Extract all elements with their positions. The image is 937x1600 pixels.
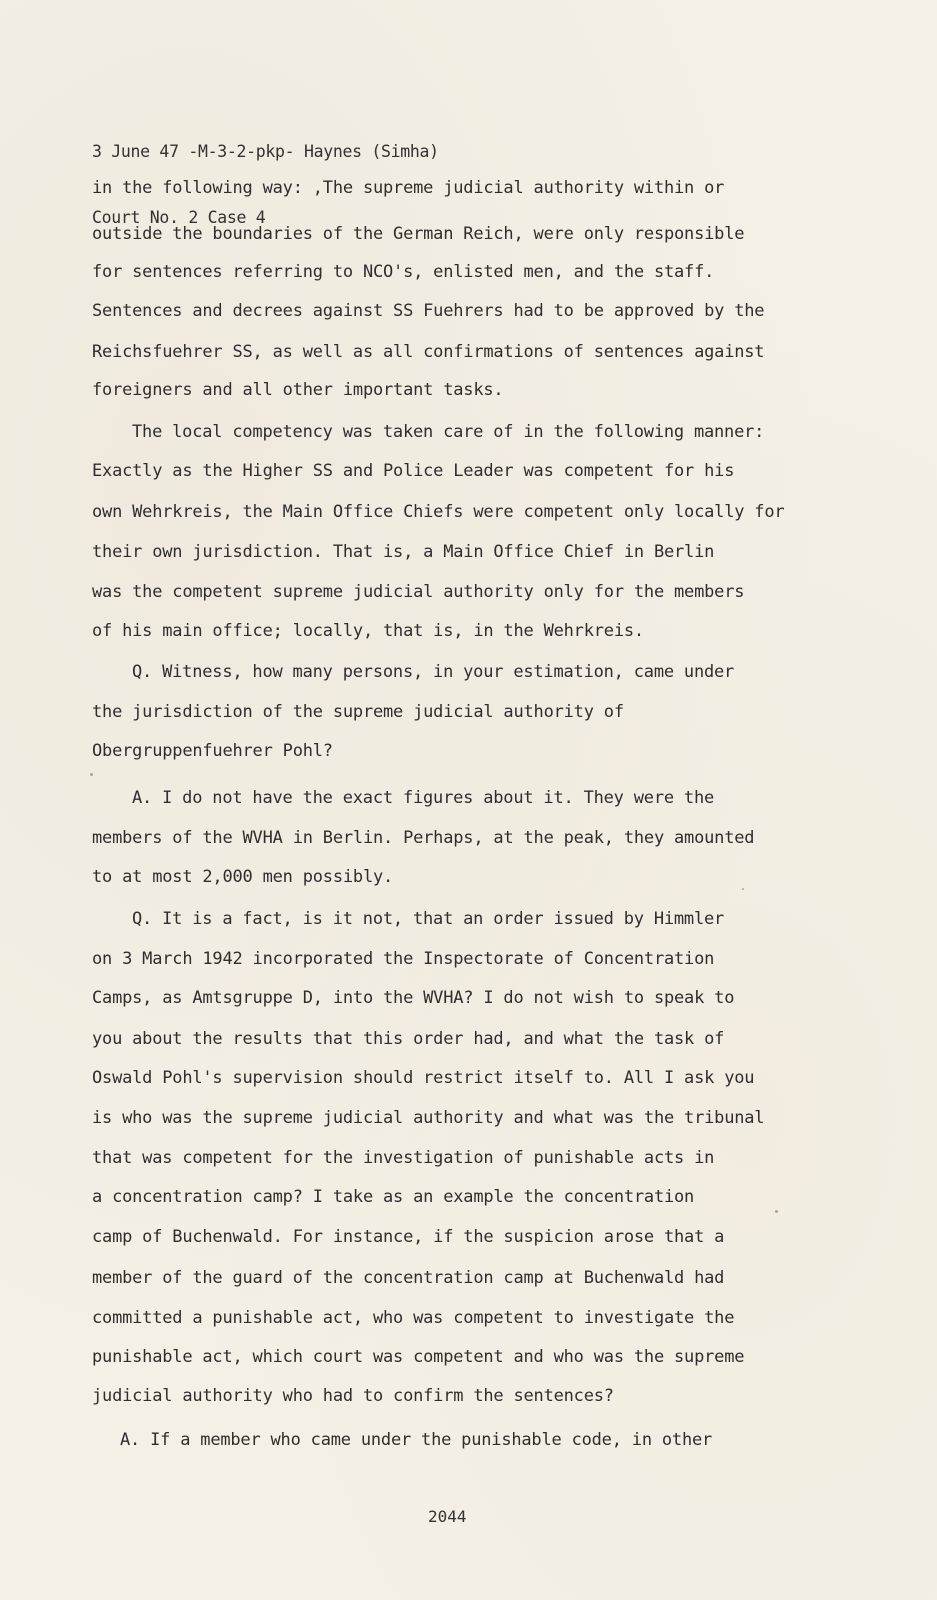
text-line: Oswald Pohl's supervision should restrict itself to. All I ask you bbox=[92, 1068, 755, 1088]
text-line: outside the boundaries of the German Reich, were only responsible bbox=[92, 224, 745, 244]
paper-speck bbox=[90, 773, 93, 776]
text-line: members of the WVHA in Berlin. Perhaps, at the peak, they amounted bbox=[92, 828, 755, 848]
text-line: judicial authority who had to confirm the sentences? bbox=[92, 1386, 614, 1406]
text-line: committed a punishable act, who was competent to investigate the bbox=[92, 1308, 735, 1328]
text-line: Exactly as the Higher SS and Police Leader was competent for his bbox=[92, 461, 735, 481]
page-number: 2044 bbox=[428, 1507, 467, 1526]
text-line: to at most 2,000 men possibly. bbox=[92, 867, 394, 887]
text-line: Camps, as Amtsgruppe D, into the WVHA? I do not wish to speak to bbox=[92, 988, 735, 1008]
text-line: A. I do not have the exact figures about it. They were the bbox=[132, 788, 715, 808]
text-line: own Wehrkreis, the Main Office Chiefs were competent only locally for bbox=[92, 502, 785, 522]
text-line: foreigners and all other important tasks. bbox=[92, 380, 504, 400]
text-line: punishable act, which court was competent and who was the supreme bbox=[92, 1347, 745, 1367]
text-line: of his main office; locally, that is, in the Wehrkreis. bbox=[92, 621, 644, 641]
text-line: camp of Buchenwald. For instance, if the suspicion arose that a bbox=[92, 1227, 725, 1247]
text-line: for sentences referring to NCO's, enlisted men, and the staff. bbox=[92, 262, 715, 282]
text-line: that was competent for the investigation of punishable acts in bbox=[92, 1148, 715, 1168]
text-line: you about the results that this order had, and what the task of bbox=[92, 1029, 725, 1049]
text-line: Q. It is a fact, is it not, that an order issued by Himmler bbox=[132, 909, 725, 929]
text-line: in the following way: ,The supreme judicial authority within or bbox=[92, 178, 725, 198]
text-line: A. If a member who came under the punishable code, in other bbox=[120, 1430, 713, 1450]
text-line: The local competency was taken care of in the following manner: bbox=[132, 422, 765, 442]
text-line: Reichsfuehrer SS, as well as all confirmations of sentences against bbox=[92, 342, 765, 362]
text-line: Q. Witness, how many persons, in your estimation, came under bbox=[132, 662, 735, 682]
header-date-line: 3 June 47 -M-3-2-pkp- Haynes (Simha) bbox=[92, 142, 439, 161]
paper-speck bbox=[775, 1210, 778, 1213]
header-court-line: Court No. 2 Case 4 bbox=[92, 208, 266, 227]
text-line: on 3 March 1942 incorporated the Inspectorate of Concentration bbox=[92, 949, 715, 969]
text-line: is who was the supreme judicial authority and what was the tribunal bbox=[92, 1108, 765, 1128]
text-line: member of the guard of the concentration camp at Buchenwald had bbox=[92, 1268, 725, 1288]
text-line: the jurisdiction of the supreme judicial authority of bbox=[92, 702, 624, 722]
paper-speck bbox=[742, 888, 744, 890]
text-line: their own jurisdiction. That is, a Main Office Chief in Berlin bbox=[92, 542, 715, 562]
text-line: Obergruppenfuehrer Pohl? bbox=[92, 741, 333, 761]
text-line: was the competent supreme judicial authority only for the members bbox=[92, 582, 745, 602]
text-line: a concentration camp? I take as an example the concentration bbox=[92, 1187, 695, 1207]
text-line: Sentences and decrees against SS Fuehrers had to be approved by the bbox=[92, 301, 765, 321]
